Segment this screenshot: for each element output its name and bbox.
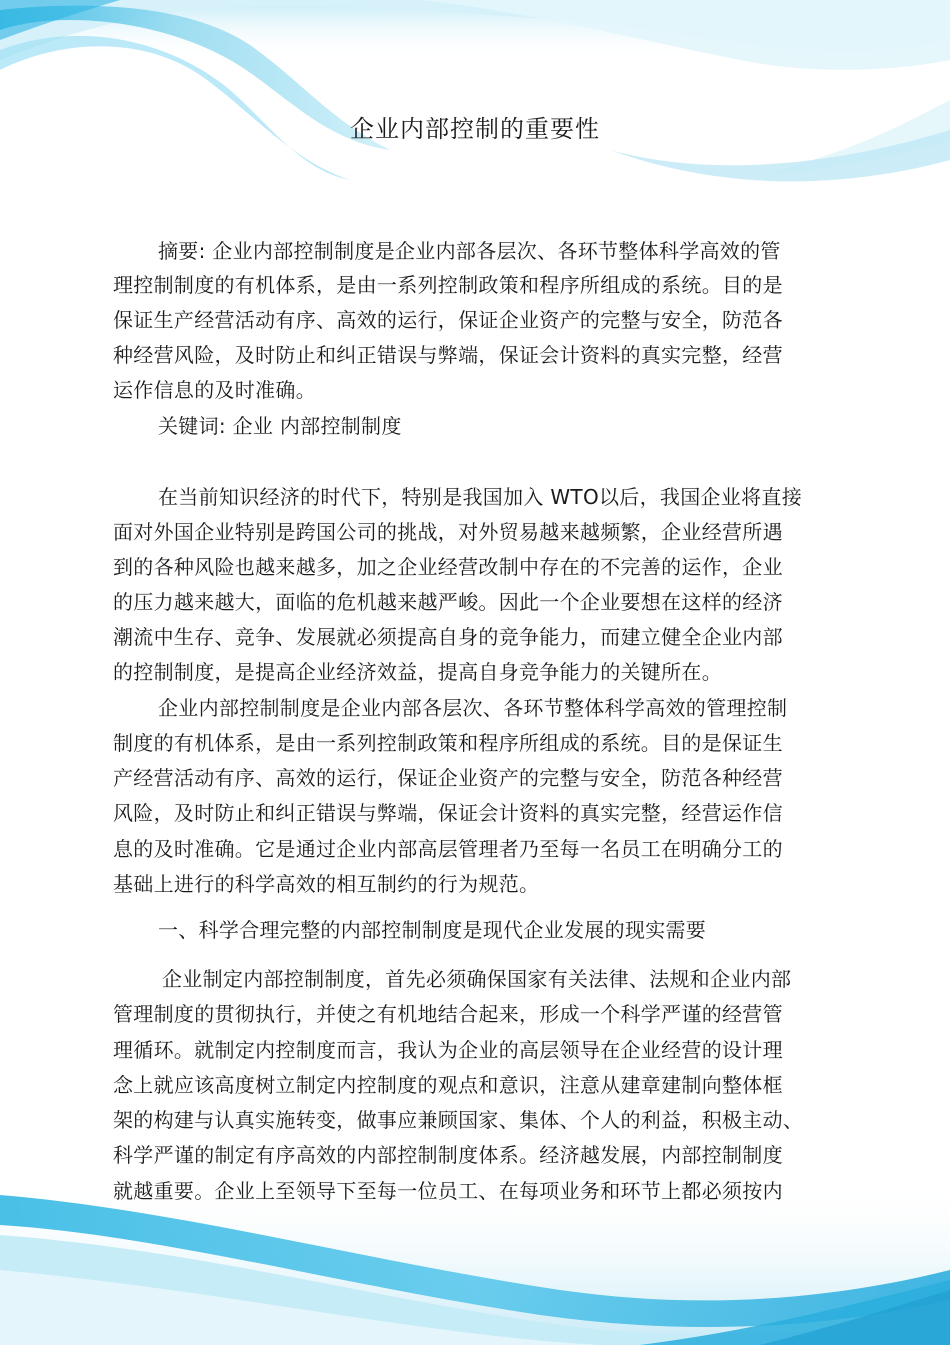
intro-line-5: 潮流中生存、竞争、发展就必须提高自身的竞争能力，而建立健全企业内部	[113, 625, 783, 649]
abstract-line-5: 运作信息的及时准确。	[113, 378, 316, 402]
para3-line-6: 科学严谨的制定有序高效的内部控制制度体系。经济越发展，内部控制制度	[113, 1143, 783, 1167]
para3-line-1: 企业制定内部控制制度，首先必须确保国家有关法律、法规和企业内部	[162, 967, 792, 991]
para3-line-3: 理循环。就制定内控制度而言，我认为企业的高层领导在企业经营的设计理	[113, 1038, 783, 1062]
intro-line-2: 面对外国企业特别是跨国公司的挑战，对外贸易越来越频繁，企业经营所遇	[113, 520, 783, 544]
section-heading-1: 一、科学合理完整的内部控制制度是现代企业发展的现实需要	[158, 918, 707, 942]
para2-line-5: 息的及时准确。它是通过企业内部高层管理者乃至每一名员工在明确分工的	[113, 837, 783, 861]
abstract-line-4: 种经营风险，及时防止和纠正错误与弊端，保证会计资料的真实完整，经营	[113, 343, 783, 367]
document-title: 企业内部控制的重要性	[350, 115, 600, 143]
abstract-line-3: 保证生产经营活动有序、高效的运行，保证企业资产的完整与安全，防范各	[113, 308, 783, 332]
intro-line-3: 到的各种风险也越来越多，加之企业经营改制中存在的不完善的运作，企业	[113, 555, 783, 579]
para3-line-5: 架的构建与认真实施转变，做事应兼顾国家、集体、个人的利益，积极主动、	[113, 1108, 804, 1132]
abstract-line-1: 摘要: 企业内部控制制度是企业内部各层次、各环节整体科学高效的管	[158, 239, 781, 263]
intro-line-6: 的控制制度，是提高企业经济效益，提高自身竞争能力的关键所在。	[113, 660, 722, 684]
abstract-line-2: 理控制制度的有机体系，是由一系列控制政策和程序所组成的系统。目的是	[113, 273, 783, 297]
para3-line-4: 念上就应该高度树立制定内控制度的观点和意识，注意从建章建制向整体框	[113, 1073, 783, 1097]
para2-line-2: 制度的有机体系，是由一系列控制政策和程序所组成的系统。目的是保证生	[113, 731, 783, 755]
para2-line-1: 企业内部控制制度是企业内部各层次、各环节整体科学高效的管理控制	[158, 696, 788, 720]
para2-line-3: 产经营活动有序、高效的运行，保证企业资产的完整与安全，防范各种经营	[113, 766, 783, 790]
para2-line-4: 风险，及时防止和纠正错误与弊端，保证会计资料的真实完整，经营运作信	[113, 801, 783, 825]
para3-line-2: 管理制度的贯彻执行，并使之有机地结合起来，形成一个科学严谨的经营管	[113, 1002, 783, 1026]
keywords-line: 关键词: 企业 内部控制制度	[158, 414, 402, 438]
intro-line-4: 的压力越来越大，面临的危机越来越严峻。因此一个企业要想在这样的经济	[113, 590, 783, 614]
para2-line-6: 基础上进行的科学高效的相互制约的行为规范。	[113, 872, 540, 896]
para3-line-7: 就越重要。企业上至领导下至每一位员工、在每项业务和环节上都必须按内	[113, 1179, 783, 1203]
intro-line-1: 在当前知识经济的时代下，特别是我国加入 WTO以后，我国企业将直接	[158, 485, 802, 509]
